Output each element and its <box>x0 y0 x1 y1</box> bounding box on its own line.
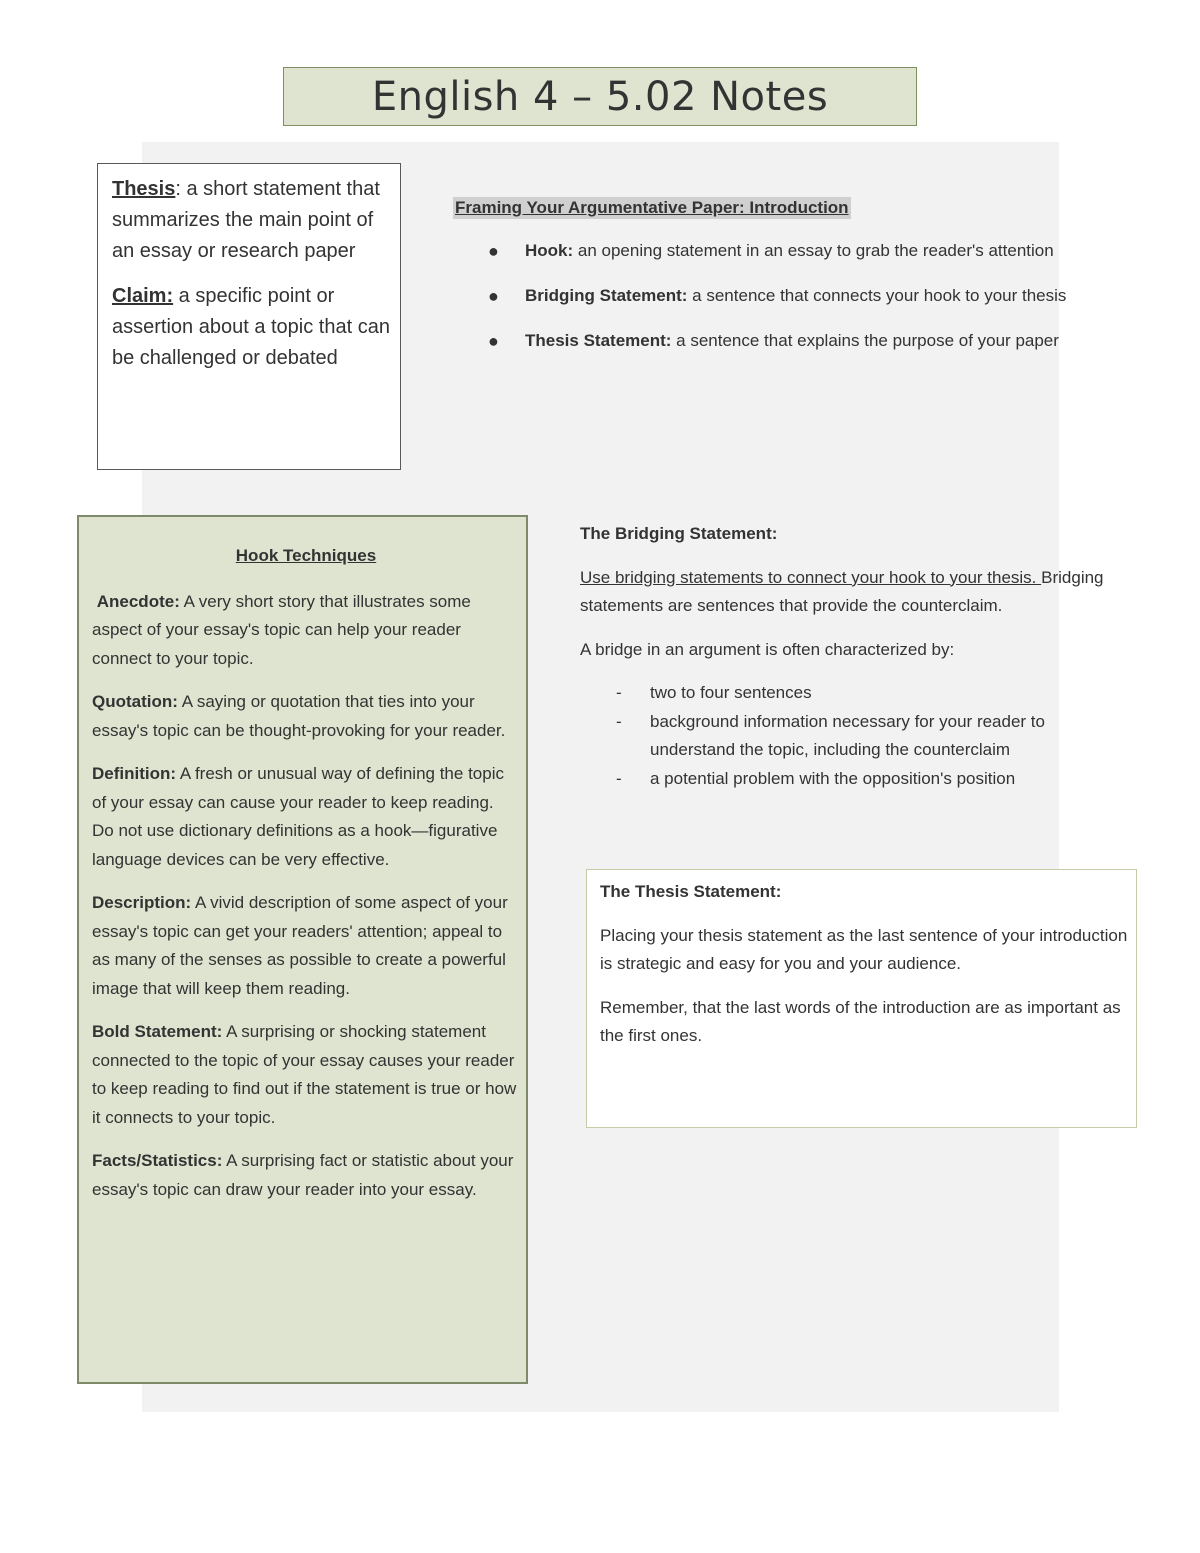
hook-text: A surprising fact or statistic about your essay's topic can draw your reader into your essay. <box>92 1151 514 1199</box>
framing-term: Thesis Statement: <box>525 331 672 350</box>
bridging-text: Bridging statements are sentences that provide the counterclaim. <box>580 567 1104 615</box>
definitions-box <box>97 163 401 470</box>
hook-text: A saying or quotation that ties into your essay's topic can be thought-provoking for your reader. <box>92 692 506 740</box>
title-banner <box>283 67 917 126</box>
thesis-paragraph-2: Remember, that the last words of the introduction are as important as the first ones. <box>600 997 1121 1045</box>
hook-term: Facts/Statistics: <box>92 1151 223 1170</box>
bridging-intro: A bridge in an argument is often characterized by: <box>580 639 955 659</box>
dash-icon: - <box>616 683 622 702</box>
list-item <box>453 282 1103 310</box>
framing-text: an opening statement in an essay to grab the reader's attention <box>573 241 1054 260</box>
hook-text: A vivid description of some aspect of your essay's topic can get your readers' attention; appeal to as many of the senses as possible to create a powerful image that will keep them reading. <box>92 893 508 998</box>
framing-list <box>453 237 1103 355</box>
hook-term: Quotation: <box>92 692 178 711</box>
hook-term: Bold Statement: <box>92 1022 223 1041</box>
framing-heading: Framing Your Argumentative Paper: Introduction <box>455 198 849 217</box>
bullet-icon: ● <box>488 286 499 306</box>
hook-term: Description: <box>92 893 192 912</box>
bullet-icon: ● <box>488 331 499 351</box>
framing-text: a sentence that connects your hook to your thesis <box>687 286 1067 305</box>
bridging-paragraph <box>580 564 1125 621</box>
hook-text: A very short story that illustrates some aspect of your essay's topic can help your reader connect to your topic. <box>92 591 471 668</box>
claim-term: Claim: <box>112 285 174 307</box>
dash-icon: - <box>616 711 622 731</box>
list-item <box>453 237 1103 265</box>
hook-term: Anecdote: <box>96 591 180 611</box>
list-item <box>580 765 1125 794</box>
list-item <box>580 679 1125 708</box>
hook-techniques-box <box>77 515 528 1384</box>
framing-term: Bridging Statement: <box>525 286 688 305</box>
framing-term: Hook: <box>525 241 574 260</box>
thesis-statement-title: The Thesis Statement: <box>600 882 782 901</box>
hook-item <box>92 588 520 674</box>
list-item <box>453 327 1103 355</box>
claim-text: a specific point or assertion about a topic that can be challenged or debated <box>112 285 390 369</box>
page-title: English 4 – 5.02 Notes <box>371 73 829 120</box>
thesis-paragraph-1: Placing your thesis statement as the last sentence of your introduction is strategic and easy for you and your audience. <box>600 925 1128 973</box>
bridging-underlined: Use bridging statements to connect your hook to your thesis. <box>580 567 1042 587</box>
hook-item <box>92 889 520 1003</box>
hook-term: Definition: <box>92 764 177 783</box>
framing-section <box>453 197 1103 372</box>
bridging-item-text: two to four sentences <box>650 683 812 702</box>
hook-item <box>92 1147 520 1204</box>
framing-text: a sentence that explains the purpose of your paper <box>671 331 1059 350</box>
hook-techniques-title: Hook Techniques <box>235 546 377 565</box>
hook-text: A surprising or shocking statement connected to the topic of your essay causes your reader to keep reading to find out if the statement is true or how it connects to your topic. <box>92 1022 517 1127</box>
hook-item <box>92 688 520 745</box>
thesis-term: Thesis <box>112 178 176 200</box>
bridging-item-text: background information necessary for your reader to understand the topic, including the counterclaim <box>650 711 1045 759</box>
bridging-title: The Bridging Statement: <box>580 524 778 543</box>
list-item <box>580 708 1125 765</box>
hook-item <box>92 760 520 874</box>
bridging-list <box>580 679 1125 793</box>
hook-item <box>92 1018 520 1132</box>
thesis-statement-box <box>586 869 1137 1128</box>
claim-definition <box>112 281 392 374</box>
thesis-definition <box>112 174 392 267</box>
hook-text: A fresh or unusual way of defining the topic of your essay can cause your reader to keep reading. Do not use dictionary definitions as a hook—figurative language devices can be very effective. <box>92 764 504 869</box>
bridging-section <box>580 520 1125 793</box>
dash-icon: - <box>616 768 622 788</box>
bullet-icon: ● <box>488 241 499 261</box>
bridging-item-text: a potential problem with the opposition's position <box>650 768 1016 788</box>
thesis-text: : a short statement that summarizes the main point of an essay or research paper <box>112 178 380 262</box>
